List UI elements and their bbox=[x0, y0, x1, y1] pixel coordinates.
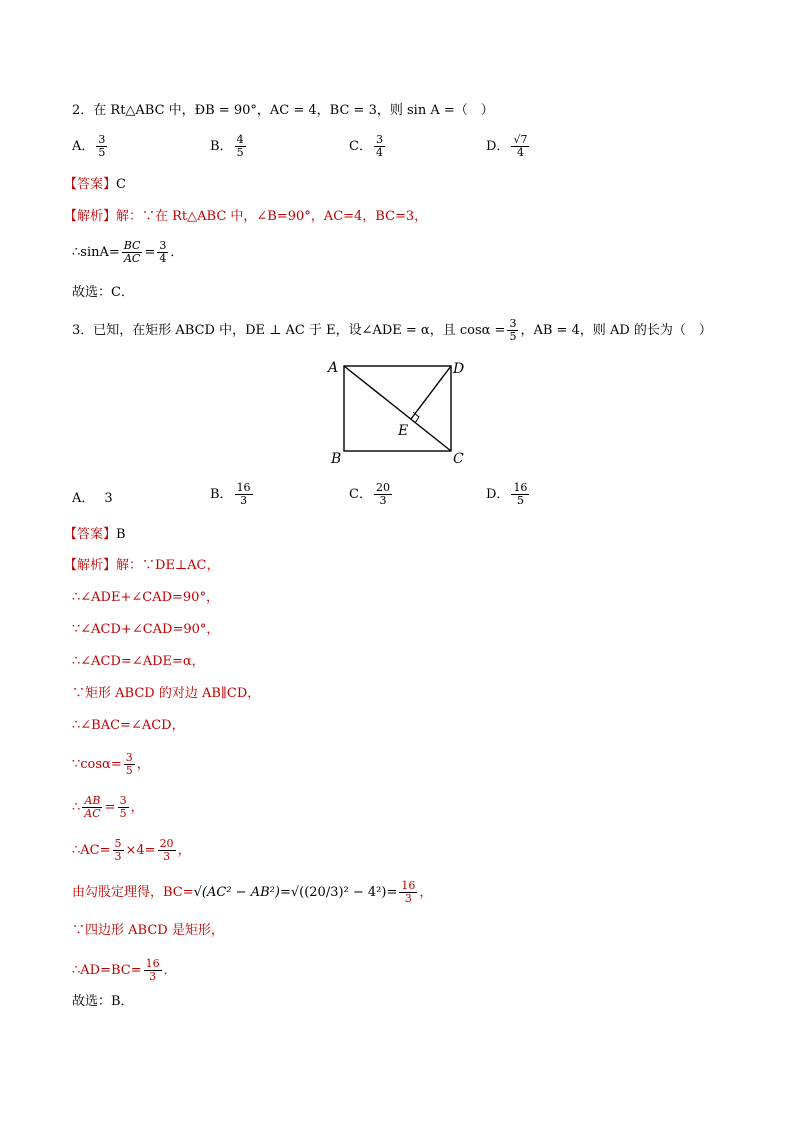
q3-option-b: B． $\frac{16}{3}$ bbox=[210, 481, 251, 507]
q3-step-4: ∴∠ACD=∠ADE=α， bbox=[72, 654, 205, 669]
q3-step-10: 由勾股定理得，BC=√(AC² − AB²)=√((20/3)² − 4²)= $\frac{16}{3}$ ， bbox=[72, 879, 433, 905]
q3-step-8: ∴ $\frac{AB}{AC}$ = $\frac{3}{5}$ ， bbox=[72, 794, 144, 820]
q2-analysis-1: 【解析】解：∵在 Rt△ABC 中，∠B=90°，AC=4，BC=3， bbox=[64, 209, 428, 224]
q3-option-c: C． $\frac{20}{3}$ bbox=[349, 481, 390, 507]
label-b: B bbox=[331, 451, 342, 467]
q3-analysis-1: 【解析】解：∵DE⊥AC， bbox=[64, 558, 220, 573]
q3-step-6: ∴∠BAC=∠ACD， bbox=[72, 718, 185, 733]
label-d: D bbox=[453, 361, 465, 377]
q3-step-2: ∴∠ADE+∠CAD=90°， bbox=[72, 590, 219, 605]
q2-option-a: A． $\frac{3}{5}$ bbox=[72, 133, 106, 159]
q2-option-d: D． $\frac{√7}{4}$ bbox=[486, 133, 528, 159]
q2-choose: 故选：C． bbox=[72, 285, 134, 300]
q3-step-5: ∵矩形 ABCD 的对边 AB∥CD， bbox=[72, 686, 261, 701]
q2-answer: 【答案】C bbox=[64, 177, 126, 192]
q3-answer: 【答案】B bbox=[64, 527, 126, 542]
q2-option-c: C． $\frac{3}{4}$ bbox=[349, 133, 383, 159]
q3-step-11: ∵四边形 ABCD 是矩形， bbox=[72, 923, 224, 938]
q3-choose: 故选：B． bbox=[72, 994, 134, 1009]
q2-option-b: B． $\frac{4}{5}$ bbox=[210, 133, 244, 159]
rectangle-figure bbox=[322, 356, 472, 468]
label-a: A bbox=[328, 360, 339, 376]
q3-step-9: ∴AC= $\frac{5}{3}$ ×4= $\frac{20}{3}$ ， bbox=[72, 837, 191, 863]
label-c: C bbox=[453, 451, 464, 467]
q3-step-12: ∴AD=BC= $\frac{16}{3}$ ． bbox=[72, 957, 177, 983]
q3-step-7: ∵cosα= $\frac{3}{5}$ ， bbox=[72, 751, 150, 777]
segment-de bbox=[411, 366, 451, 419]
q3-option-d: D． $\frac{16}{5}$ bbox=[486, 481, 528, 507]
q3-stem: 3．已知，在矩形 ABCD 中，DE ⊥ AC 于 E，设∠ADE = α，且 cosα = $\frac{3}{5}$ ，AB = 4，则 AD 的长为（ ） bbox=[72, 317, 712, 343]
q2-analysis-2: ∴sinA= $\frac{BC}{AC}$ = $\frac{3}{4}$ ． bbox=[72, 239, 184, 265]
q3-option-a: A． 3 bbox=[72, 491, 113, 506]
q2-stem: 2．在 Rt△ABC 中，ÐB = 90°，AC = 4，BC = 3，则 sin A =（ ） bbox=[72, 103, 494, 118]
q3-step-3: ∵∠ACD+∠CAD=90°， bbox=[72, 622, 220, 637]
label-e: E bbox=[398, 423, 409, 439]
